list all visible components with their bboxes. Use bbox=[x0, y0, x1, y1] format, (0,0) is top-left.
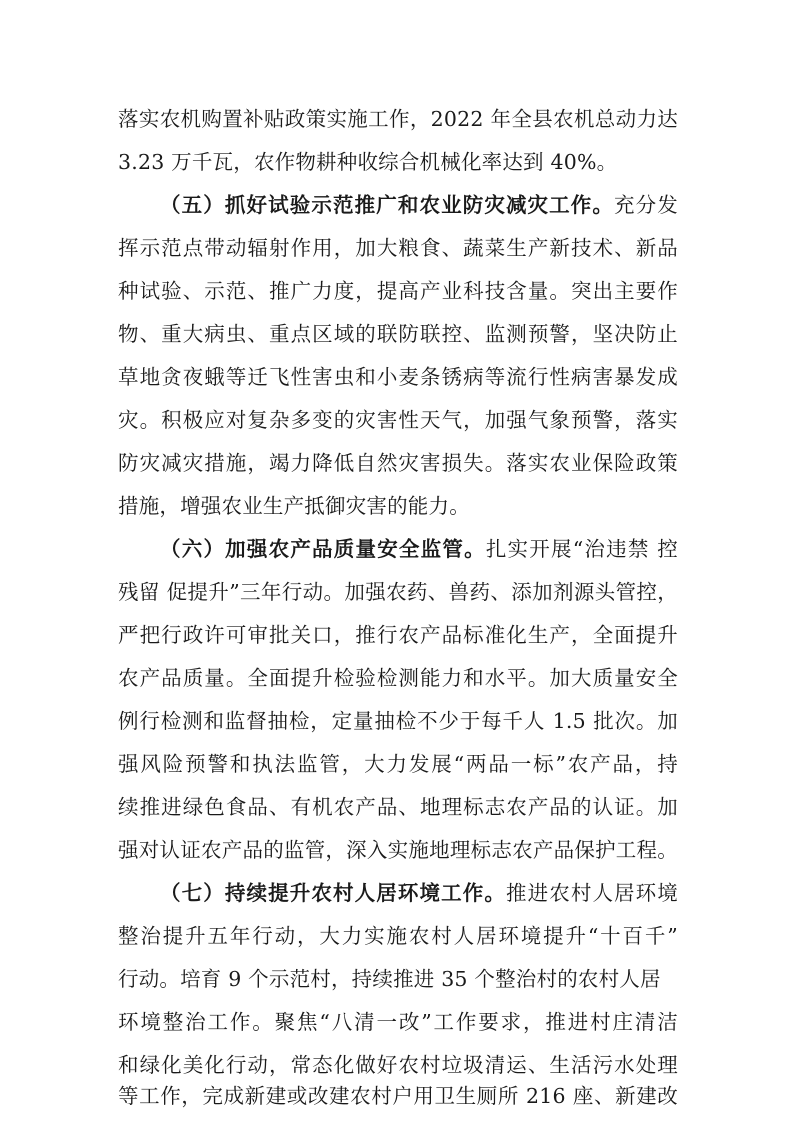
line-text: 3.23 万千瓦，农作物耕种收综合机械化率达到 40%。 bbox=[118, 150, 618, 174]
line-text: 严把行政许可审批关口，推行农产品标准化生产，全面提升 bbox=[118, 623, 678, 647]
text-line bbox=[118, 615, 678, 655]
line-text: 续推进绿色食品、有机农产品、地理标志农产品的认证。加 bbox=[118, 795, 678, 819]
line-text: 挥示范点带动辐射作用，加大粮食、蔬菜生产新技术、新品 bbox=[118, 236, 678, 260]
line-text: 措施，增强农业生产抵御灾害的能力。 bbox=[118, 494, 470, 518]
line-text: 强对认证农产品的监管，深入实施地理标志农产品保护工程。 bbox=[118, 838, 678, 862]
section-heading-line bbox=[160, 529, 678, 569]
text-line bbox=[118, 959, 678, 999]
text-line bbox=[118, 787, 678, 827]
text-line bbox=[118, 916, 678, 956]
text-line bbox=[118, 830, 678, 870]
line-text: 落实农机购置补贴政策实施工作，2022 年全县农机总动力达 bbox=[118, 107, 678, 131]
line-text: 强风险预警和执法监管，大力发展“两品一标”农产品，持 bbox=[118, 752, 678, 776]
text-line bbox=[118, 486, 678, 526]
text-line bbox=[118, 744, 678, 784]
text-line bbox=[118, 400, 678, 440]
section-heading-line bbox=[160, 185, 678, 225]
section-heading-line bbox=[160, 873, 678, 913]
line-text: 残留 促提升”三年行动。加强农药、兽药、添加剂源头管控， bbox=[118, 580, 678, 604]
text-line bbox=[118, 658, 678, 698]
line-text: 环境整治工作。聚焦“八清一改”工作要求，推进村庄清洁 bbox=[118, 1010, 678, 1034]
text-line bbox=[118, 443, 678, 483]
line-text: 灾。积极应对复杂多变的灾害性天气，加强气象预警，落实 bbox=[118, 408, 678, 432]
text-line bbox=[118, 142, 678, 182]
line-text: 行动。培育 9 个示范村，持续推进 35 个整治村的农村人居 bbox=[118, 967, 661, 991]
line-text: 防灾减灾措施，竭力降低自然灾害损失。落实农业保险政策 bbox=[118, 451, 678, 475]
line-text: 充分发 bbox=[614, 193, 678, 217]
line-text: 推进农村人居环境 bbox=[505, 881, 679, 905]
line-text: 物、重大病虫、重点区域的联防联控、监测预警，坚决防止 bbox=[118, 322, 678, 346]
text-line bbox=[118, 99, 678, 139]
text-line bbox=[118, 228, 678, 268]
text-line bbox=[118, 271, 678, 311]
line-text: 等工作，完成新建或改建农村户用卫生厕所 216 座、新建改 bbox=[118, 1084, 678, 1108]
line-text: 扎实开展“治违禁 控 bbox=[485, 537, 678, 561]
text-line bbox=[118, 1078, 678, 1114]
line-text: 例行检测和监督抽检，定量抽检不少于每千人 1.5 批次。加 bbox=[118, 709, 678, 733]
line-text: 整治提升五年行动，大力实施农村人居环境提升“十百千” bbox=[118, 924, 678, 948]
text-line bbox=[118, 357, 678, 397]
text-line bbox=[118, 572, 678, 612]
text-line bbox=[118, 1002, 678, 1042]
text-line bbox=[118, 701, 678, 741]
section-heading-6: （六）加强农产品质量安全监管。 bbox=[160, 537, 486, 561]
section-heading-5: （五）抓好试验示范推广和农业防灾减灾工作。 bbox=[160, 193, 615, 217]
text-line bbox=[118, 314, 678, 354]
line-text: 和绿化美化行动，常态化做好农村垃圾清运、生活污水处理 bbox=[118, 1053, 678, 1077]
section-heading-7: （七）持续提升农村人居环境工作。 bbox=[160, 881, 506, 905]
line-text: 种试验、示范、推广力度，提高产业科技含量。突出主要作 bbox=[118, 279, 678, 303]
line-text: 农产品质量。全面提升检验检测能力和水平。加大质量安全 bbox=[118, 666, 678, 690]
line-text: 草地贪夜蛾等迁飞性害虫和小麦条锈病等流行性病害暴发成 bbox=[118, 365, 678, 389]
